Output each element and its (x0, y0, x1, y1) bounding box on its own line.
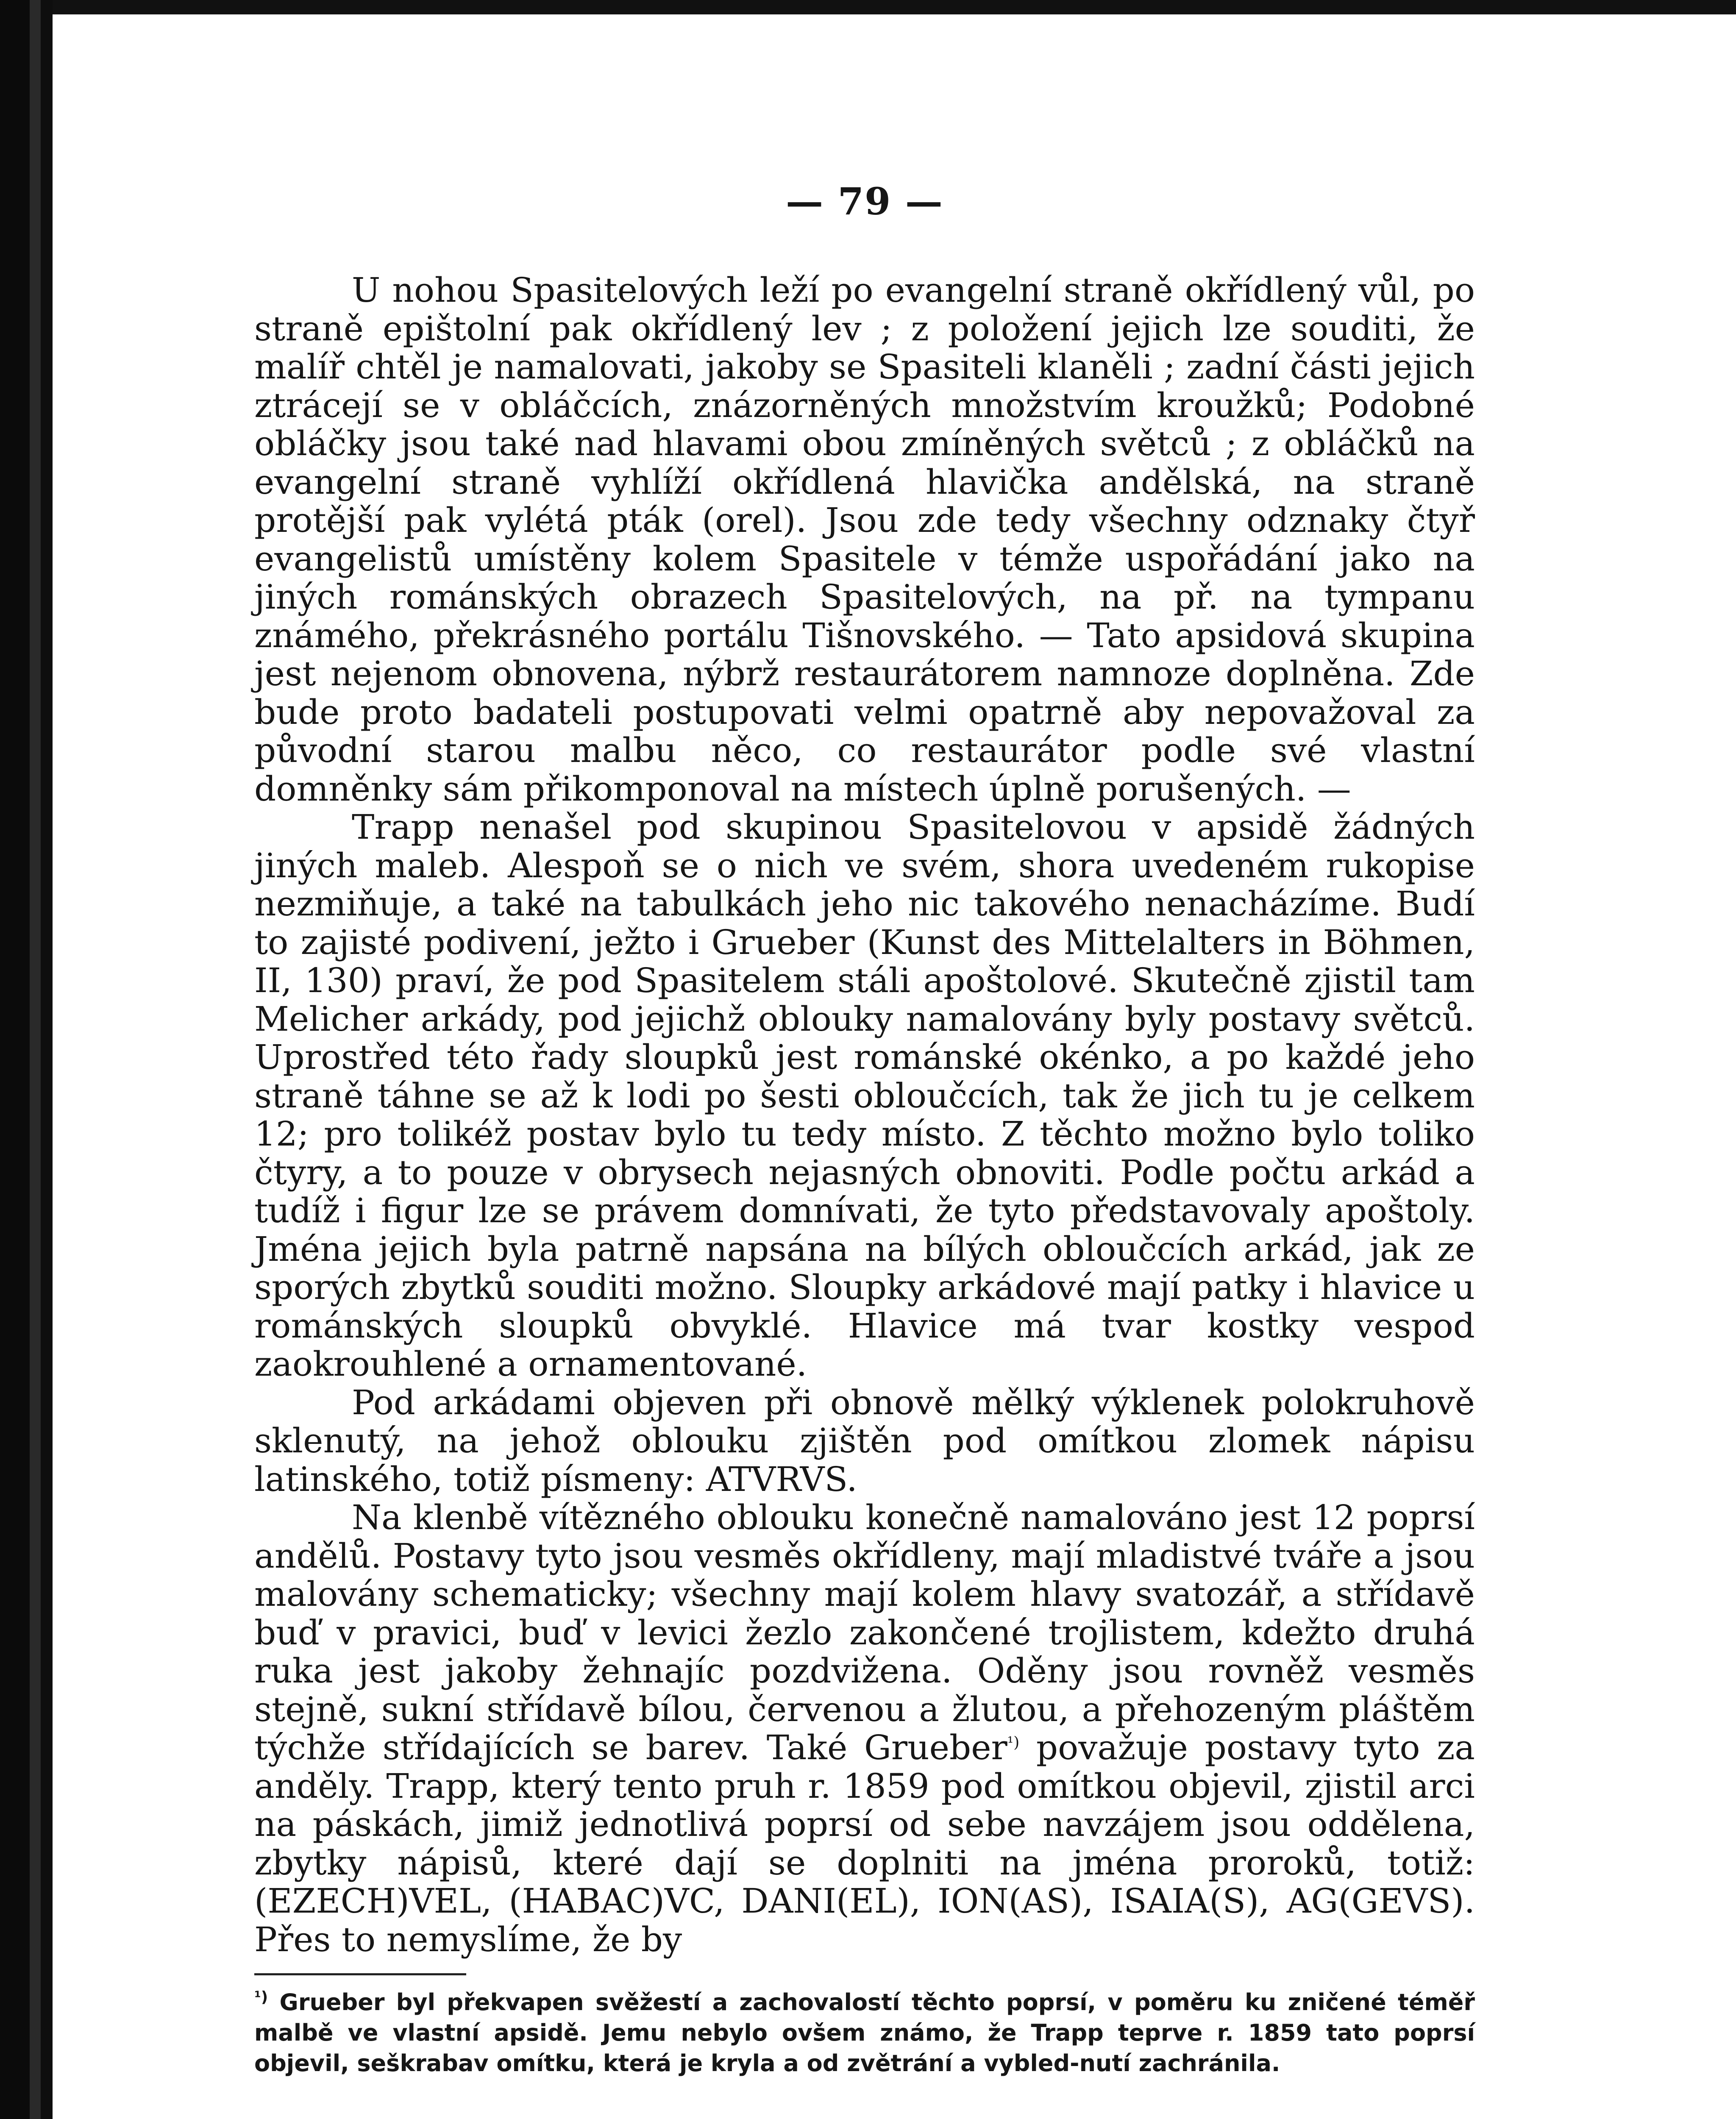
paragraph-4-start: Na klenbě vítězného oblouku konečně namalováno jest 12 poprsí andělů. Postavy tyto jsou vesměs okřídleny, mají mladistvé tváře a jsou malovány schematicky; všechny mají kolem hlavy svatozář, a střídavě buď v pravici, buď v levici žezlo zakončené trojlistem, kdežto druhá ruka jest jakoby žehnajíc pozdvižena. Oděny jsou rovněž vesměs stejně, sukní střídavě bílou, červenou a žlutou, a přehozeným pláštěm týchže střídajících se barev. Také Grueber (254, 1498, 1475, 1767)
footnote-reference: ¹) (1007, 1734, 1020, 1752)
footnote-mark: ¹) (254, 1988, 268, 2006)
scan-border-top (0, 0, 1736, 14)
footnote (254, 1987, 1475, 2079)
footnote-text: Grueber byl překvapen svěžestí a zachovalostí těchto poprsí, v poměru ku zničené téměř malbě ve vlastní apsidě. Jemu nebylo ovšem známo, že Trapp teprve r. 1859 tato poprsí objevil, seškrabav omítku, která je kryla a od zvětrání a vybled-nutí zachránila. (254, 1989, 1475, 2077)
page-number: — 79 — (786, 179, 943, 223)
paragraph-4-end: považuje postavy tyto za anděly. Trapp, který tento pruh r. 1859 pod omítkou objevil, zjistil arci na páskách, jimiž jednotlivá poprsí od sebe navzájem jsou oddělena, zbytky nápisů, které dají se doplniti na jména proroků, totiž: (EZECH)VEL, (HABAC)VC, DANI(EL), ION(AS), ISAIA(S), AG(GEVS). Přes to nemyslíme, že by (254, 1728, 1475, 1959)
paragraph-4 (254, 1499, 1475, 1959)
footnote-divider (254, 1973, 466, 1975)
paragraph-1: U nohou Spasitelových leží po evangelní straně okřídlený vůl, po straně epištolní pak okřídlený lev ; z položení jejich lze souditi, že malíř chtěl je namalovati, jakoby se Spasiteli klaněli ; zadní části jejich ztrácejí se v obláčcích, znázorněných množstvím kroužků; Podobné obláčky jsou také nad hlavami obou zmíněných světců ; z obláčků na evangelní straně vyhlíží okřídlená hlavička andělská, na straně protější pak vylétá pták (orel). Jsou zde tedy všechny odznaky čtyř evangelistů umístěny kolem Spasitele v témže uspořádání jako na jiných románských obrazech Spasitelových, na př. na tympanu známého, překrásného portálu Tišnovského. — Tato apsidová skupina jest nejenom obnovena, nýbrž restaurátorem namnoze doplněna. Zde bude proto badateli postupovati velmi opatrně aby nepovažoval za původní starou malbu něco, co restaurátor podle své vlastní domněnky sám přikomponoval na místech úplně porušených. — (254, 270, 1475, 809)
paragraph-2: Trapp nenašel pod skupinou Spasitelovou v apsidě žádných jiných maleb. Alespoň se o nich ve svém, shora uvedeném rukopise nezmiňuje, a také na tabulkách jeho nic takového nenacházíme. Budí to zajisté podivení, ježto i Grueber (Kunst des Mittelalters in Böhmen, II, 130) praví, že pod Spasitelem stáli apoštolové. Skutečně zjistil tam Melicher arkády, pod jejichž oblouky namalovány byly postavy světců. Uprostřed této řady sloupků jest románské okénko, a po každé jeho straně táhne se až k lodi po šesti obloučcích, tak že jich tu je celkem 12; pro tolikéž postav bylo tu tedy místo. Z těchto možno bylo toliko čtyry, a to pouze v obrysech nejasných obnoviti. Podle počtu arkád a tudíž i figur lze se právem domnívati, že tyto představovaly apoštoly. Jména jejich byla patrně napsána na bílých obloučcích arkád, jak ze sporých zbytků souditi možno. Sloupky arkádové mají patky i hlavice u románských sloupků obvyklé. Hlavice má tvar kostky vespod zaokrouhlené a ornamentované. (254, 807, 1475, 1384)
scan-border-left (0, 0, 53, 2119)
paragraph-3: Pod arkádami objeven při obnově mělký výklenek polokruhově sklenutý, na jehož oblouku zjištěn pod omítkou zlomek nápisu latinského, totiž písmeny: ATVRVS. (254, 1382, 1475, 1499)
book-page (254, 178, 1475, 2119)
